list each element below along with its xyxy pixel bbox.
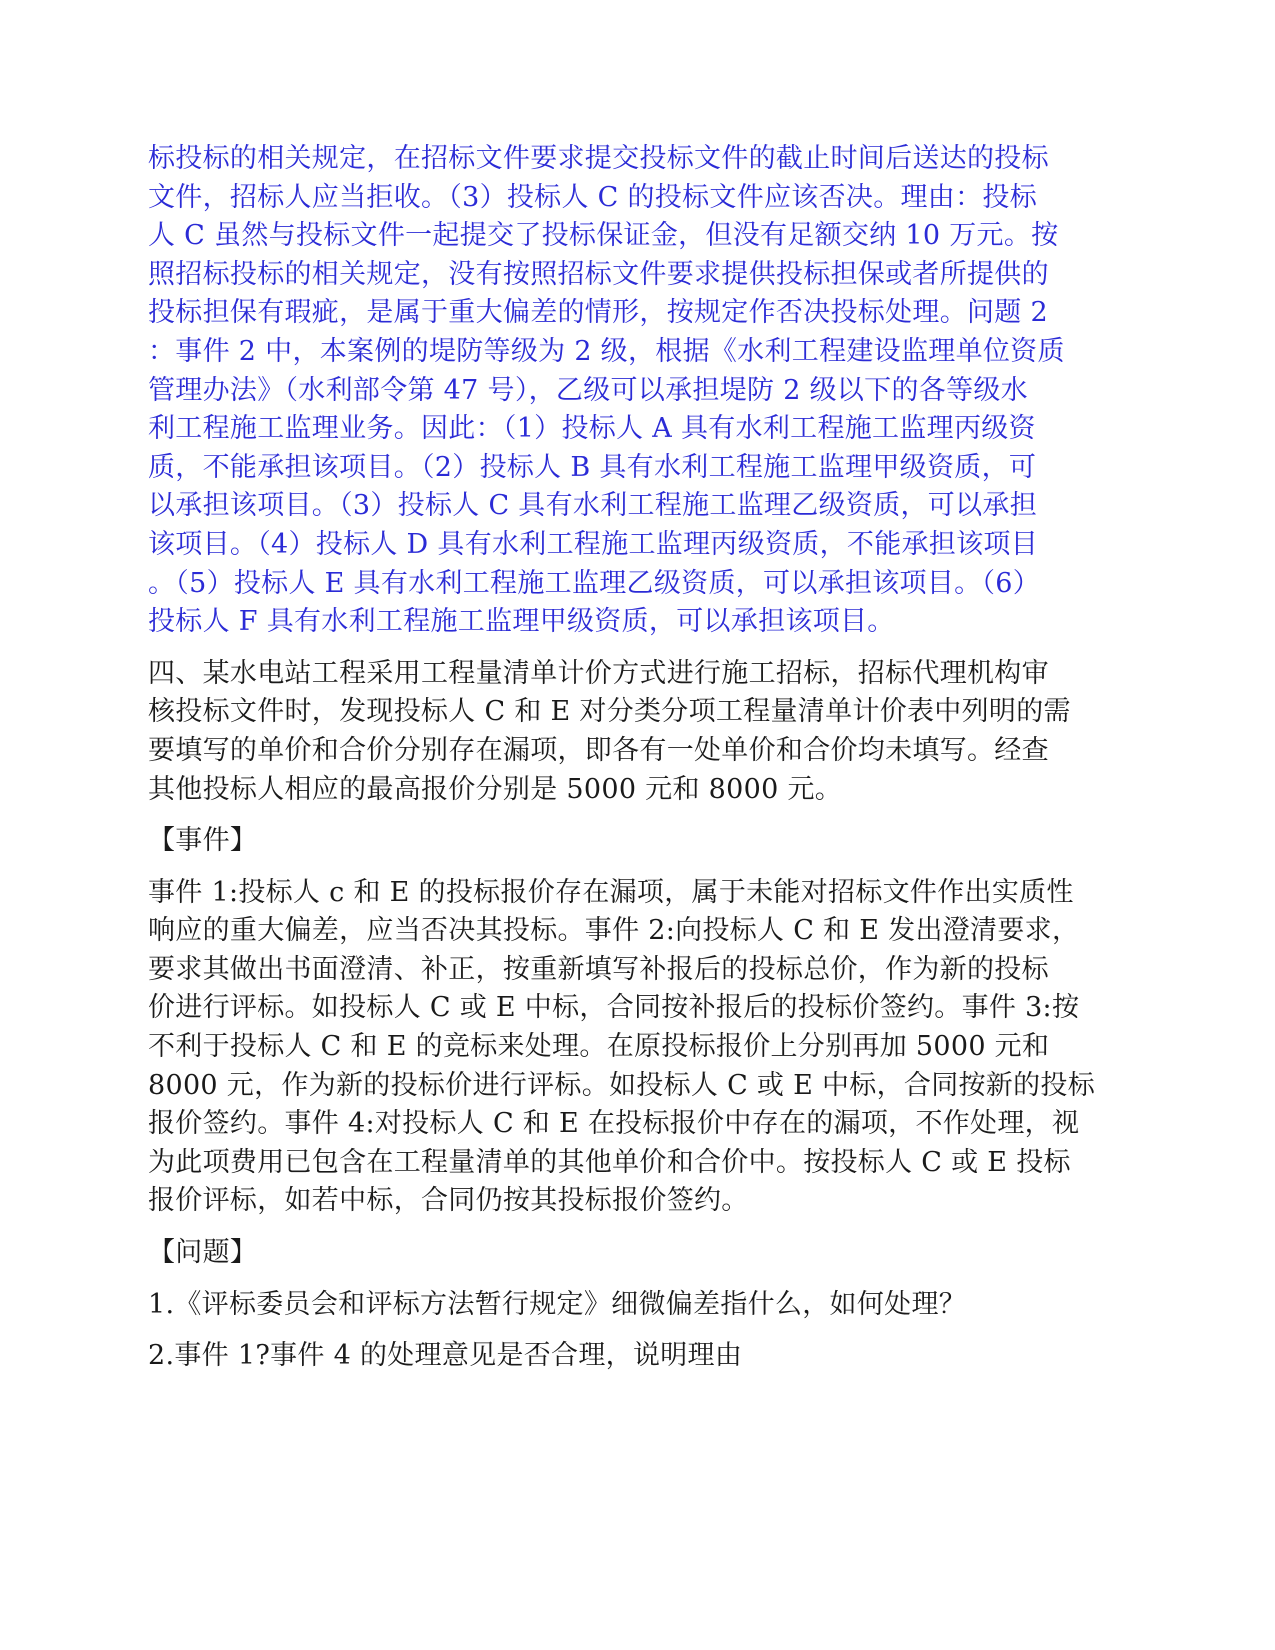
question-1-paragraph	[148, 1286, 1073, 1325]
answer-line: 投标担保有瑕疵，是属于重大偏差的情形，按规定作否决投标处理。问题 2	[148, 297, 1048, 329]
question-1: 1.《评标委员会和评标方法暂行规定》细微偏差指什么，如何处理？	[148, 1288, 967, 1320]
events-line: 不利于投标人 C 和 E 的竞标来处理。在原投标报价上分别再加 5000 元和	[148, 1031, 1050, 1063]
answer-line: 标投标的相关规定，在招标文件要求提交投标文件的截止时间后送达的投标	[148, 143, 1049, 174]
document-page	[148, 140, 1095, 1389]
events-line: 响应的重大偏差，应当否决其投标。事件 2:向投标人 C 和 E 发出澄清要求，	[148, 915, 1080, 947]
question-2: 2.事件 1?事件 4 的处理意见是否合理，说明理由	[148, 1340, 743, 1372]
answer-line: 照招标投标的相关规定，没有按照招标文件要求提供投标担保或者所提供的	[148, 258, 1049, 290]
events-line: 事件 1:投标人 c 和 E 的投标报价存在漏项，属于未能对招标文件作出实质性	[148, 876, 1074, 908]
answer-line: 质，不能承担该项目。（2）投标人 B 具有水利工程施工监理甲级资质，可	[148, 451, 1037, 483]
question-four-line: 核投标文件时，发现投标人 C 和 E 对分类分项工程量清单计价表中列明的需	[148, 696, 1071, 728]
question-four-line: 四、某水电站工程采用工程量清单计价方式进行施工招标，招标代理机构审	[148, 657, 1049, 689]
events-line: 报价签约。事件 4:对投标人 C 和 E 在投标报价中存在的漏项，不作处理，视	[148, 1108, 1080, 1140]
answer-line: 人 C 虽然与投标文件一起提交了投标保证金，但没有足额交纳 10 万元。按	[148, 220, 1059, 252]
question-four-line: 要填写的单价和合价分别存在漏项，即各有一处单价和合价均未填写。经查	[148, 734, 1049, 766]
events-paragraph	[148, 874, 1095, 1221]
answer-line: 该项目。（4）投标人 D 具有水利工程施工监理丙级资质，不能承担该项目	[148, 528, 1038, 560]
questions-heading: 【问题】	[148, 1237, 258, 1269]
events-line: 报价评标，如若中标，合同仍按其投标报价签约。	[148, 1185, 749, 1217]
events-line: 要求其做出书面澄清、补正，按重新填写补报后的投标总价，作为新的投标	[148, 953, 1049, 985]
answer-line: 利工程施工监理业务。因此：（1）投标人 A 具有水利工程施工监理丙级资	[148, 413, 1036, 445]
questions-heading-paragraph	[148, 1234, 1073, 1273]
question-four-paragraph	[148, 655, 1073, 809]
question-four-line: 其他投标人相应的最高报价分别是 5000 元和 8000 元。	[148, 773, 843, 805]
events-line: 价进行评标。如投标人 C 或 E 中标，合同按补报后的投标价签约。事件 3:按	[148, 992, 1080, 1024]
answer-line: 投标人 F 具有水利工程施工监理甲级资质，可以承担该项目。	[148, 606, 895, 638]
answer-paragraph	[148, 140, 1073, 642]
answer-line: ：事件 2 中，本案例的堤防等级为 2 级，根据《水利工程建设监理单位资质	[148, 335, 1065, 367]
answer-line: 管理办法》（水利部令第 47 号），乙级可以承担堤防 2 级以下的各等级水	[148, 374, 1028, 406]
events-heading: 【事件】	[148, 825, 258, 857]
answer-line: 文件，招标人应当拒收。（3）投标人 C 的投标文件应该否决。理由：投标	[148, 181, 1038, 213]
question-2-paragraph	[148, 1337, 1073, 1376]
answer-line: 。（5）投标人 E 具有水利工程施工监理乙级资质，可以承担该项目。（6）	[148, 567, 1041, 599]
answer-line: 以承担该项目。（3）投标人 C 具有水利工程施工监理乙级资质，可以承担	[148, 490, 1038, 522]
events-heading-paragraph	[148, 822, 1073, 861]
events-line: 8000 元，作为新的投标价进行评标。如投标人 C 或 E 中标，合同按新的投标	[148, 1069, 1095, 1101]
events-line: 为此项费用已包含在工程量清单的其他单价和合价中。按投标人 C 或 E 投标	[148, 1146, 1071, 1178]
